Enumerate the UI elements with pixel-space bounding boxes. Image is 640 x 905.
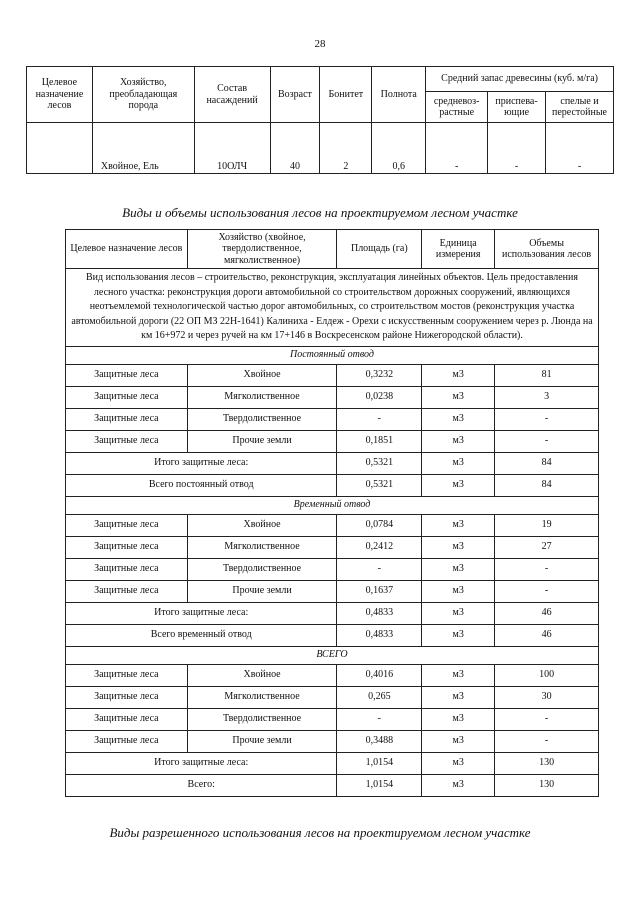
cell-area: - <box>337 558 422 580</box>
cell-farm: Хвойное <box>187 514 337 536</box>
subtotal-row <box>66 452 599 474</box>
cell-unit: м3 <box>422 602 495 624</box>
col-mature: спелые и перестойные <box>546 92 614 123</box>
cell-unit: м3 <box>422 514 495 536</box>
table-row <box>66 664 599 686</box>
cell-volume: 84 <box>495 452 599 474</box>
table-row <box>66 708 599 730</box>
cell-farm: Хвойное <box>187 664 337 686</box>
cell-volume: 84 <box>495 474 599 496</box>
cell-area: 0,2412 <box>337 536 422 558</box>
cell-unit: м3 <box>422 752 495 774</box>
subtotal-row <box>66 752 599 774</box>
cell-farm: Хвойное <box>187 364 337 386</box>
cell-farm: Хвойное, Ель <box>92 123 194 174</box>
cell-farm: Твердолиственное <box>187 558 337 580</box>
total-label: Всего постоянный отвод <box>66 474 337 496</box>
cell-purpose: Защитные леса <box>66 730 188 752</box>
cell-maturing: - <box>488 123 546 174</box>
cell-area: 0,4833 <box>337 624 422 646</box>
cell-area: 0,265 <box>337 686 422 708</box>
cell-unit: м3 <box>422 386 495 408</box>
cell-unit: м3 <box>422 774 495 796</box>
cell-purpose: Защитные леса <box>66 664 188 686</box>
cell-area: 0,1851 <box>337 430 422 452</box>
cell-volume: 19 <box>495 514 599 536</box>
cell-farm: Твердолиственное <box>187 408 337 430</box>
cell-unit: м3 <box>422 708 495 730</box>
cell-area: - <box>337 408 422 430</box>
cell-area: 0,3232 <box>337 364 422 386</box>
col-age: Возраст <box>270 67 320 123</box>
cell-farm: Мягколиственное <box>187 686 337 708</box>
cell-volume: 130 <box>495 774 599 796</box>
cell-mid-age: - <box>426 123 488 174</box>
cell-purpose: Защитные леса <box>66 708 188 730</box>
cell-bonitet: 2 <box>320 123 372 174</box>
cell-volume: - <box>495 408 599 430</box>
cell-farm: Прочие земли <box>187 430 337 452</box>
cell-volume: - <box>495 558 599 580</box>
total-label: Всего: <box>66 774 337 796</box>
cell-purpose: Защитные леса <box>66 408 188 430</box>
cell-purpose: Защитные леса <box>66 386 188 408</box>
section-title: ВСЕГО <box>66 646 599 664</box>
cell-volume: 46 <box>495 602 599 624</box>
cell-purpose: Защитные леса <box>66 514 188 536</box>
cell-volume: - <box>495 730 599 752</box>
cell-volume: 100 <box>495 664 599 686</box>
cell-volume: 46 <box>495 624 599 646</box>
section-heading: Виды разрешенного использования лесов на проектируемом лесном участке <box>109 825 531 840</box>
cell-purpose <box>27 123 93 174</box>
total-row <box>66 774 599 796</box>
col-mid-age: средневоз-растные <box>426 92 488 123</box>
cell-volume: 81 <box>495 364 599 386</box>
cell-unit: м3 <box>422 730 495 752</box>
table-row <box>66 408 599 430</box>
table-row <box>66 730 599 752</box>
cell-area: 0,4833 <box>337 602 422 624</box>
table-row <box>66 536 599 558</box>
col-composition: Состав насаждений <box>194 67 270 123</box>
col-bonitet: Бонитет <box>320 67 372 123</box>
cell-purpose: Защитные леса <box>66 580 188 602</box>
cell-area: 0,0784 <box>337 514 422 536</box>
table-row <box>27 123 614 174</box>
page-number: 28 <box>314 38 326 50</box>
cell-farm: Мягколиственное <box>187 536 337 558</box>
col-unit: Единица измерения <box>422 230 495 269</box>
col-stock-group: Средний запас древесины (куб. м/га) <box>426 67 614 92</box>
table-row <box>66 580 599 602</box>
cell-volume: - <box>495 580 599 602</box>
cell-volume: 3 <box>495 386 599 408</box>
cell-unit: м3 <box>422 686 495 708</box>
total-label: Всего временный отвод <box>66 624 337 646</box>
col-area: Площадь (га) <box>337 230 422 269</box>
section-title: Постоянный отвод <box>66 346 599 364</box>
forest-stand-table <box>26 66 614 174</box>
col-volume: Объемы использования лесов <box>495 230 599 269</box>
cell-unit: м3 <box>422 452 495 474</box>
cell-volume: 27 <box>495 536 599 558</box>
col-maturing: приспева-ющие <box>488 92 546 123</box>
section-heading: Виды и объемы использования лесов на проектируемом лесном участке <box>122 205 518 220</box>
total-row <box>66 474 599 496</box>
cell-purpose: Защитные леса <box>66 558 188 580</box>
cell-purpose: Защитные леса <box>66 364 188 386</box>
use-description: Вид использования лесов – строительство, реконструкция, эксплуатация линейных объектов. Цель предоставления лесного участка: реконструкция дороги автомобильной со строительством дорожных сооружений, являющихся неотъемлемой технологической частью дорог автомобильных, со строительством мостов (реконструкция участка автомобильной дороги (22 ОП МЗ 22Н-1641) Калиниха - Елдеж - Орехи с искусственным сооружением через р. Люнда на км 16+972 и через ручей на км 17+146 в Воскресенском районе Нижегородской области). <box>66 269 599 347</box>
forest-use-table <box>65 229 599 797</box>
col-farm: Хозяйство, преобладающая порода <box>92 67 194 123</box>
table-row <box>66 686 599 708</box>
cell-area: 1,0154 <box>337 752 422 774</box>
cell-area: 0,0238 <box>337 386 422 408</box>
cell-unit: м3 <box>422 580 495 602</box>
cell-area: 0,3488 <box>337 730 422 752</box>
cell-density: 0,6 <box>372 123 426 174</box>
cell-area: 0,4016 <box>337 664 422 686</box>
col-farm: Хозяйство (хвойное, твердолиственное, мягколиственное) <box>187 230 337 269</box>
cell-age: 40 <box>270 123 320 174</box>
subtotal-row <box>66 602 599 624</box>
cell-volume: 30 <box>495 686 599 708</box>
cell-area: 0,5321 <box>337 452 422 474</box>
col-purpose: Целевое назначение лесов <box>27 67 93 123</box>
cell-farm: Прочие земли <box>187 580 337 602</box>
cell-mature: - <box>546 123 614 174</box>
cell-unit: м3 <box>422 558 495 580</box>
cell-unit: м3 <box>422 624 495 646</box>
cell-farm: Прочие земли <box>187 730 337 752</box>
cell-volume: - <box>495 430 599 452</box>
cell-unit: м3 <box>422 364 495 386</box>
table-row <box>66 430 599 452</box>
subtotal-label: Итого защитные леса: <box>66 602 337 624</box>
table-row <box>66 386 599 408</box>
subtotal-label: Итого защитные леса: <box>66 752 337 774</box>
cell-purpose: Защитные леса <box>66 430 188 452</box>
cell-volume: - <box>495 708 599 730</box>
table-row <box>66 514 599 536</box>
cell-area: - <box>337 708 422 730</box>
cell-composition: 10ОЛЧ <box>194 123 270 174</box>
col-density: Полнота <box>372 67 426 123</box>
col-purpose: Целевое назначение лесов <box>66 230 188 269</box>
cell-area: 0,5321 <box>337 474 422 496</box>
table-row <box>66 558 599 580</box>
section-title: Временный отвод <box>66 496 599 514</box>
cell-purpose: Защитные леса <box>66 536 188 558</box>
cell-area: 1,0154 <box>337 774 422 796</box>
subtotal-label: Итого защитные леса: <box>66 452 337 474</box>
cell-unit: м3 <box>422 664 495 686</box>
cell-farm: Твердолиственное <box>187 708 337 730</box>
cell-area: 0,1637 <box>337 580 422 602</box>
cell-unit: м3 <box>422 536 495 558</box>
cell-unit: м3 <box>422 474 495 496</box>
cell-unit: м3 <box>422 430 495 452</box>
cell-purpose: Защитные леса <box>66 686 188 708</box>
cell-unit: м3 <box>422 408 495 430</box>
cell-volume: 130 <box>495 752 599 774</box>
table-row <box>66 364 599 386</box>
cell-farm: Мягколиственное <box>187 386 337 408</box>
total-row <box>66 624 599 646</box>
